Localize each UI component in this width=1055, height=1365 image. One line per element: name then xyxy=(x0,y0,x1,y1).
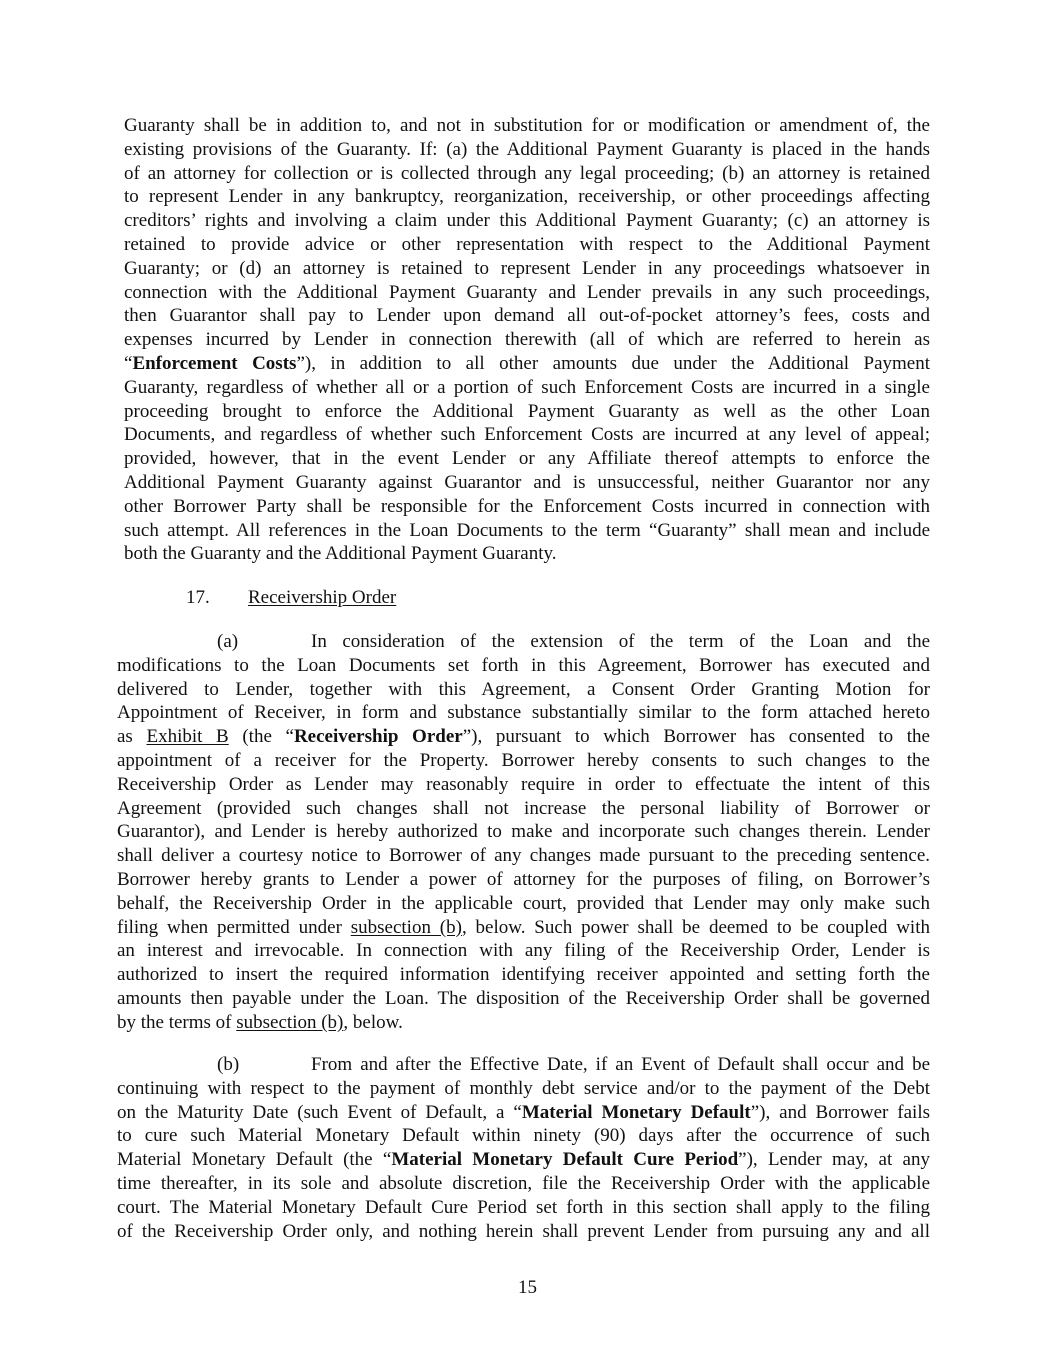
text-run: “ xyxy=(124,352,133,374)
text-run: authorized to insert the required information identifying receiver appointed and setting forth the xyxy=(117,964,930,986)
text-run: Additional Payment Guaranty against Guarantor and is unsuccessful, neither Guarantor nor any xyxy=(124,471,930,493)
text-run: filing when permitted under xyxy=(117,916,351,938)
text-line xyxy=(117,701,930,725)
section-number: 17. xyxy=(186,587,210,608)
text-line xyxy=(124,447,930,471)
text-line xyxy=(124,400,930,424)
defined-term: Material Monetary Default xyxy=(521,1101,751,1123)
text-line xyxy=(117,892,930,916)
text-line xyxy=(124,304,930,328)
defined-term: Enforcement Costs xyxy=(132,352,297,374)
text-line xyxy=(117,1220,930,1244)
text-run: modifications to the Loan Documents set forth in this Agreement, Borrower has executed and xyxy=(117,654,930,676)
page-number: 15 xyxy=(518,1277,537,1298)
text-line xyxy=(124,423,930,447)
text-line xyxy=(124,352,930,376)
text-line xyxy=(124,471,930,495)
text-run: (the “ xyxy=(228,726,294,748)
text-run: Documents, and regardless of whether such Enforcement Costs are incurred at any level of appeal; xyxy=(124,424,930,446)
text-line xyxy=(117,939,930,963)
cross-reference: subsection (b) xyxy=(350,916,462,938)
text-line xyxy=(117,1196,930,1220)
subsection-a-paragraph xyxy=(117,630,930,1035)
text-line xyxy=(124,114,930,138)
text-run: ”), and Borrower fails xyxy=(750,1101,930,1123)
text-line xyxy=(117,1011,930,1035)
text-run: ”), pursuant to which Borrower has consented to the xyxy=(462,726,930,748)
text-line xyxy=(117,916,930,940)
text-run: shall deliver a courtesy notice to Borrower of any changes made pursuant to the preceding sentence. xyxy=(117,845,930,867)
text-run: continuing with respect to the payment of monthly debt service and/or to the payment of the Debt xyxy=(117,1077,930,1099)
text-run: Borrower hereby grants to Lender a power of attorney for the purposes of filing, on Borrower’s xyxy=(117,868,930,890)
text-line xyxy=(117,844,930,868)
defined-term: Receivership Order xyxy=(293,726,463,748)
text-run: Material Monetary Default (the “ xyxy=(117,1149,392,1171)
text-line xyxy=(124,495,930,519)
text-run: expenses incurred by Lender in connection therewith (all of which are referred to herein as xyxy=(124,329,930,351)
text-run: Guaranty shall be in addition to, and not in substitution for or modification or amendment of, the xyxy=(124,115,930,136)
text-run: behalf, the Receivership Order in the applicable court, provided that Lender may only make such xyxy=(117,892,930,914)
text-run: as xyxy=(117,726,147,748)
text-line xyxy=(117,654,930,678)
text-run: Guaranty, regardless of whether all or a portion of such Enforcement Costs are incurred in a single xyxy=(124,376,930,398)
text-line xyxy=(117,1077,930,1101)
text-run: ”), Lender may, at any xyxy=(738,1149,930,1171)
text-line xyxy=(124,519,930,543)
text-line xyxy=(124,257,930,281)
text-line xyxy=(124,233,930,257)
text-line xyxy=(124,209,930,233)
text-run: From and after the Effective Date, if an Event of Default shall occur and be xyxy=(311,1054,930,1075)
text-run: to represent Lender in any bankruptcy, reorganization, receivership, or other proceedings affecting xyxy=(124,186,930,208)
text-run: , below. xyxy=(343,1011,403,1033)
text-run: amounts then payable under the Loan. The disposition of the Receivership Order shall be governed xyxy=(117,987,930,1009)
subsection-label: (b) xyxy=(217,1054,240,1075)
text-run: other Borrower Party shall be responsible for the Enforcement Costs incurred in connection with xyxy=(124,495,930,517)
text-run: by the terms of xyxy=(117,1011,237,1033)
text-run: appointment of a receiver for the Property. Borrower hereby consents to such changes to the xyxy=(117,749,930,771)
text-run: Receivership Order as Lender may reasonably require in order to effectuate the intent of this xyxy=(117,773,930,795)
text-line xyxy=(117,749,930,773)
text-run: connection with the Additional Payment Guaranty and Lender prevails in any such proceedings, xyxy=(124,281,930,303)
text-line xyxy=(117,1148,930,1172)
text-line xyxy=(117,1101,930,1125)
text-run: Appointment of Receiver, in form and substance substantially similar to the form attached hereto xyxy=(117,702,930,724)
text-line xyxy=(117,820,930,844)
text-run: provided, however, that in the event Lender or any Affiliate thereof attempts to enforce the xyxy=(124,448,930,470)
text-line xyxy=(124,138,930,162)
text-run: proceeding brought to enforce the Additional Payment Guaranty as well as the other Loan xyxy=(124,400,930,422)
section-title: Receivership Order xyxy=(248,587,397,608)
text-run: Agreement (provided such changes shall not increase the personal liability of Borrower or xyxy=(117,797,930,819)
text-run: time thereafter, in its sole and absolute discretion, file the Receivership Order with the applicable xyxy=(117,1172,930,1194)
text-line xyxy=(117,868,930,892)
text-line xyxy=(217,630,930,654)
text-run: ”), in addition to all other amounts due under the Additional Payment xyxy=(296,352,931,374)
text-line xyxy=(124,162,930,186)
text-run: Guaranty; or (d) an attorney is retained to represent Lender in any proceedings whatsoever in xyxy=(124,257,930,279)
cross-reference: Exhibit B xyxy=(146,726,229,748)
cross-reference: subsection (b) xyxy=(236,1011,344,1033)
text-run: such attempt. All references in the Loan Documents to the term “Guaranty” shall mean and include xyxy=(124,519,930,541)
text-run: creditors’ rights and involving a claim under this Additional Payment Guaranty; (c) an attorney is xyxy=(124,210,930,232)
text-line xyxy=(117,678,930,702)
text-run: existing provisions of the Guaranty. If: (a) the Additional Payment Guaranty is placed in the hands xyxy=(124,138,930,160)
text-line xyxy=(117,963,930,987)
text-line xyxy=(124,542,930,566)
text-run: retained to provide advice or other representation with respect to the Additional Payment xyxy=(124,233,930,255)
text-run: of an attorney for collection or is collected through any legal proceeding; (b) an attorney is retained xyxy=(124,162,930,184)
defined-term: Material Monetary Default Cure Period xyxy=(391,1149,739,1171)
text-run: In consideration of the extension of the term of the Loan and the xyxy=(311,631,930,652)
subsection-label: (a) xyxy=(217,631,239,652)
text-run: Guarantor), and Lender is hereby authorized to make and incorporate such changes therein. Lender xyxy=(117,821,930,843)
text-run: both the Guaranty and the Additional Payment Guaranty. xyxy=(124,543,557,565)
text-run: , below. Such power shall be deemed to be coupled with xyxy=(461,916,930,938)
text-line xyxy=(217,1053,930,1077)
text-line xyxy=(124,281,930,305)
continuation-paragraph xyxy=(124,114,930,566)
text-run: an interest and irrevocable. In connection with any filing of the Receivership Order, Lender is xyxy=(117,940,930,962)
text-run: of the Receivership Order only, and nothing herein shall prevent Lender from pursuing any and all xyxy=(117,1220,930,1242)
text-line xyxy=(117,797,930,821)
text-line xyxy=(117,1172,930,1196)
subsection-b-paragraph xyxy=(117,1053,930,1243)
text-line xyxy=(117,773,930,797)
text-run: then Guarantor shall pay to Lender upon demand all out-of-pocket attorney’s fees, costs and xyxy=(124,305,930,327)
text-run: on the Maturity Date (such Event of Default, a “ xyxy=(117,1101,522,1123)
text-run: court. The Material Monetary Default Cure Period set forth in this section shall apply to the filing xyxy=(117,1196,930,1218)
text-line xyxy=(124,328,930,352)
text-line xyxy=(117,987,930,1011)
text-run: to cure such Material Monetary Default within ninety (90) days after the occurrence of such xyxy=(117,1125,930,1147)
text-line xyxy=(124,376,930,400)
text-line xyxy=(117,1124,930,1148)
text-line xyxy=(124,185,930,209)
text-line xyxy=(117,725,930,749)
text-run: delivered to Lender, together with this Agreement, a Consent Order Granting Motion for xyxy=(117,678,930,700)
